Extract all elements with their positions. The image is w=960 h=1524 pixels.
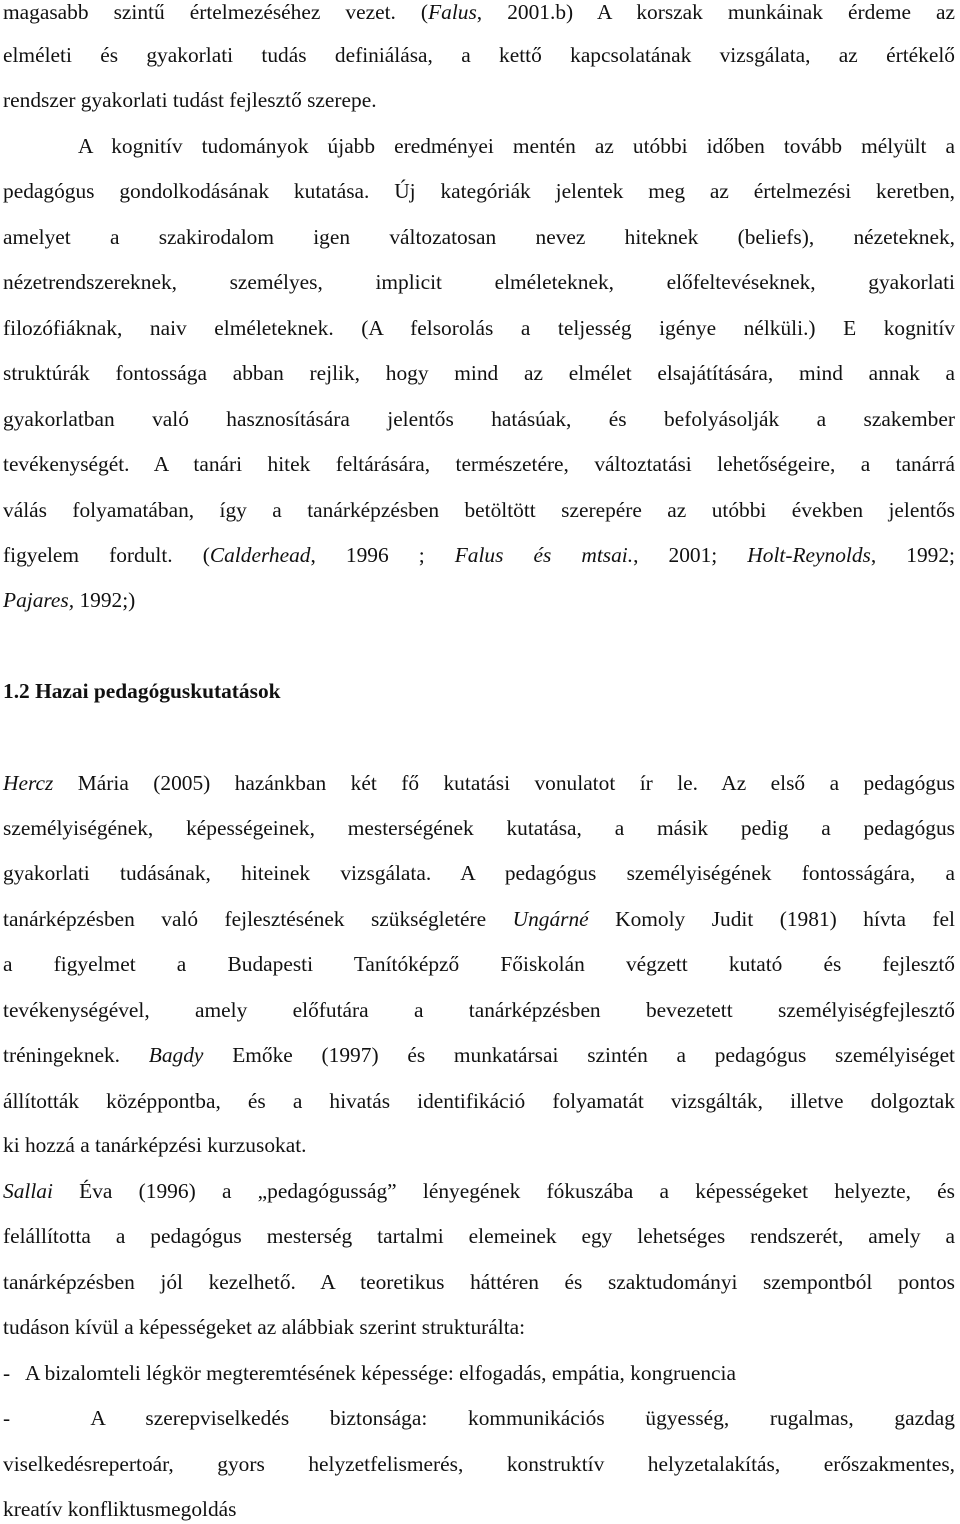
text-run: filozófiáknak, naiv elméleteknek. (A felsorolás a teljesség igénye nélküli.) E kognitív bbox=[3, 316, 955, 340]
text-run: elméleti és gyakorlati tudás definiálása, a kettő kapcsolatának vizsgálata, az értékelő bbox=[3, 43, 955, 67]
text-line bbox=[3, 1313, 955, 1341]
italic-citation-name: Falus és mtsai. bbox=[454, 543, 634, 567]
text-line bbox=[3, 1359, 955, 1387]
text-run: figyelem fordult. ( bbox=[3, 543, 210, 567]
text-line bbox=[3, 268, 955, 296]
text-run: Éva (1996) a „pedagógusság” lényegének fókuszába a képességeket helyezte, és bbox=[52, 1179, 955, 1203]
text-run: struktúrák fontossága abban rejlik, hogy mind az elmélet elsajátítására, mind annak a bbox=[3, 361, 955, 385]
text-run: pedagógus gondolkodásának kutatása. Új kategóriák jelentek meg az értelmezési keretben, bbox=[3, 179, 955, 203]
text-line bbox=[3, 541, 955, 569]
text-run: - A bizalomteli légkör megteremtésének képessége: elfogadás, empátia, kongruencia bbox=[3, 1361, 736, 1385]
text-run: A kognitív tudományok újabb eredményei mentén az utóbbi időben tovább mélyült a bbox=[3, 134, 955, 158]
text-line bbox=[3, 1404, 955, 1432]
text-run: a figyelmet a Budapesti Tanítóképző Főiskolán végzett kutató és fejlesztő bbox=[3, 952, 955, 976]
text-run: magasabb szintű értelmezéséhez vezet. ( bbox=[3, 0, 429, 24]
text-run: nézetrendszereknek, személyes, implicit elméleteknek, előfeltevéseknek, gyakorlati bbox=[3, 270, 955, 294]
text-line bbox=[3, 1222, 955, 1250]
text-run: tevékenységével, amely előfutára a tanárképzésben bevezetett személyiségfejlesztő bbox=[3, 998, 955, 1022]
text-run: Komoly Judit (1981) hívta fel bbox=[588, 907, 955, 931]
italic-citation-name: Holt-Reynolds bbox=[747, 543, 871, 567]
text-line bbox=[3, 1041, 955, 1069]
text-run: 1992;) bbox=[74, 588, 136, 612]
text-line bbox=[3, 314, 955, 342]
text-line bbox=[3, 1268, 955, 1296]
text-run: kreatív konfliktusmegoldás bbox=[3, 1497, 237, 1521]
text-run: gyakorlati tudásának, hiteinek vizsgálata. A pedagógus személyiségének fontosságára, a bbox=[3, 861, 955, 885]
text-line bbox=[3, 1087, 955, 1115]
text-run: , 2001; bbox=[633, 543, 748, 567]
italic-citation-name: Falus bbox=[428, 0, 477, 24]
text-run: - A szerepviselkedés biztonsága: kommunikációs ügyesség, rugalmas, gazdag bbox=[3, 1406, 955, 1430]
text-line bbox=[3, 814, 955, 842]
text-line bbox=[3, 0, 955, 26]
text-run: gyakorlatban való hasznosítására jelentős hatásúak, és befolyásolják a szakember bbox=[3, 407, 955, 431]
text-line bbox=[3, 132, 955, 160]
text-run: felállította a pedagógus mesterség tartalmi elemeinek egy lehetséges rendszerét, amely a bbox=[3, 1224, 955, 1248]
text-line bbox=[3, 1177, 955, 1205]
italic-citation-name: Calderhead bbox=[209, 543, 311, 567]
italic-citation-name: Hercz bbox=[3, 771, 54, 795]
text-run: válás folyamatában, így a tanárképzésben betöltött szerepére az utóbbi években jelentős bbox=[3, 498, 955, 522]
text-line bbox=[3, 41, 955, 69]
italic-citation-name: Sallai bbox=[3, 1179, 53, 1203]
text-line bbox=[3, 996, 955, 1024]
text-line bbox=[3, 405, 955, 433]
italic-citation-name: Ungárné bbox=[512, 907, 589, 931]
text-line bbox=[3, 950, 955, 978]
text-run: Emőke (1997) és munkatársai szintén a pedagógus személyiséget bbox=[203, 1043, 956, 1067]
text-line bbox=[3, 450, 955, 478]
text-line bbox=[3, 1131, 955, 1159]
text-run: állították középpontba, és a hivatás identifikáció folyamatát vizsgálták, illetve dolgoztak bbox=[3, 1089, 955, 1113]
text-run: Mária (2005) hazánkban két fő kutatási vonulatot ír le. Az első a pedagógus bbox=[53, 771, 955, 795]
text-line bbox=[3, 223, 955, 251]
text-line bbox=[3, 769, 955, 797]
text-line bbox=[3, 905, 955, 933]
text-run: , 1992; bbox=[870, 543, 955, 567]
text-run: tevékenységét. A tanári hitek feltárására, természetére, változtatási lehetőségeire, a tanárrá bbox=[3, 452, 955, 476]
text-run: tanárképzésben jól kezelhető. A teoretikus háttéren és szaktudományi szempontból pontos bbox=[3, 1270, 955, 1294]
text-line bbox=[3, 586, 955, 614]
text-run: viselkedésrepertoár, gyors helyzetfelismerés, konstruktív helyzetalakítás, erőszakmentes, bbox=[3, 1452, 955, 1476]
text-line bbox=[3, 1495, 955, 1523]
text-run: ki hozzá a tanárképzési kurzusokat. bbox=[3, 1133, 307, 1157]
italic-citation-name: Pajares, bbox=[3, 588, 75, 612]
text-run: tanárképzésben való fejlesztésének szükségletére bbox=[3, 907, 513, 931]
text-line bbox=[3, 177, 955, 205]
italic-citation-name: Bagdy bbox=[148, 1043, 204, 1067]
text-line bbox=[3, 359, 955, 387]
text-line bbox=[3, 496, 955, 524]
text-run: személyiségének, képességeinek, mesterségének kutatása, a másik pedig a pedagógus bbox=[3, 816, 955, 840]
text-line bbox=[3, 1450, 955, 1478]
text-run: , 2001.b) A korszak munkáinak érdeme az bbox=[476, 0, 955, 24]
text-run: amelyet a szakirodalom igen változatosan nevez hiteknek (beliefs), nézeteknek, bbox=[3, 225, 955, 249]
text-run: rendszer gyakorlati tudást fejlesztő szerepe. bbox=[3, 88, 377, 112]
text-run: tréningeknek. bbox=[3, 1043, 149, 1067]
text-line bbox=[3, 86, 955, 114]
text-run: , 1996 ; bbox=[310, 543, 455, 567]
text-line bbox=[3, 859, 955, 887]
text-run: tudáson kívül a képességeket az alábbiak szerint strukturálta: bbox=[3, 1315, 526, 1339]
section-heading: 1.2 Hazai pedagóguskutatások bbox=[3, 679, 281, 703]
